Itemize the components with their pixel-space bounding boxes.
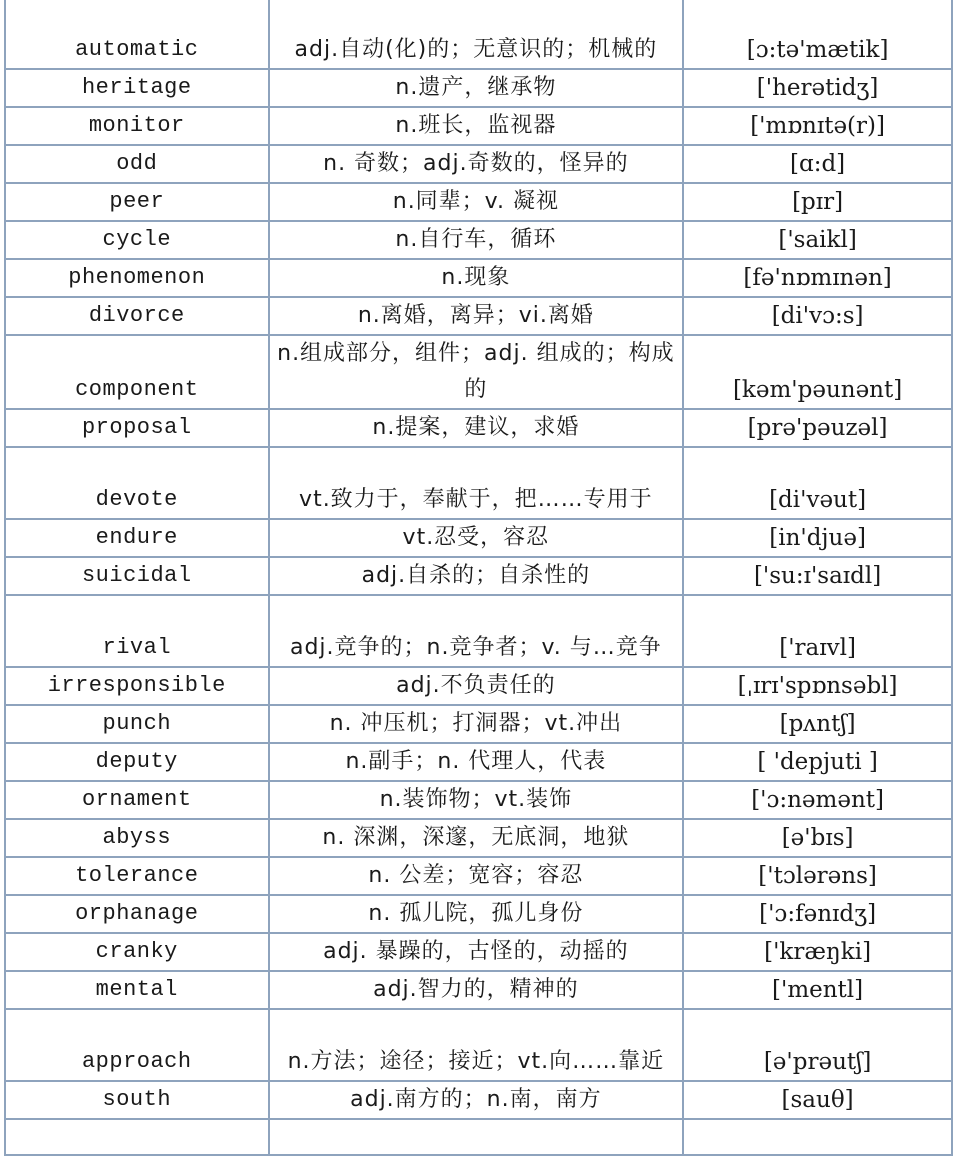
word-cell: punch: [5, 705, 269, 743]
definition-cell: n. 奇数；adj.奇数的，怪异的: [269, 145, 684, 183]
table-row: [5, 0, 952, 69]
word-cell: orphanage: [5, 895, 269, 933]
table-row: [5, 595, 952, 667]
phonetic-cell: [ə'prəutʃ]: [683, 1009, 952, 1081]
phonetic-cell: ['saikl]: [683, 221, 952, 259]
table-row: [5, 667, 952, 705]
phonetic-cell: ['kræŋki]: [683, 933, 952, 971]
phonetic-cell: [ɔ:tə'mætik]: [683, 0, 952, 69]
word-cell: devote: [5, 447, 269, 519]
phonetic-cell: ['ɔ:fənɪdʒ]: [683, 895, 952, 933]
phonetic-cell: ['mentl]: [683, 971, 952, 1009]
definition-cell: n.装饰物；vt.装饰: [269, 781, 684, 819]
word-cell: monitor: [5, 107, 269, 145]
definition-cell: n.现象: [269, 259, 684, 297]
word-cell: phenomenon: [5, 259, 269, 297]
phonetic-cell: [di'vɔ:s]: [683, 297, 952, 335]
table-row: [5, 221, 952, 259]
definition-cell: adj. 暴躁的，古怪的，动摇的: [269, 933, 684, 971]
definition-cell: n. 孤儿院，孤儿身份: [269, 895, 684, 933]
definition-cell: vt.致力于，奉献于，把……专用于: [269, 447, 684, 519]
word-cell: proposal: [5, 409, 269, 447]
table-row: [5, 107, 952, 145]
word-cell: heritage: [5, 69, 269, 107]
phonetic-cell: [ˌɪrɪ'spɒnsəbl]: [683, 667, 952, 705]
definition-cell: n.同辈；v. 凝视: [269, 183, 684, 221]
table-row: [5, 519, 952, 557]
table-row: [5, 183, 952, 221]
vocabulary-table: [4, 0, 953, 1156]
definition-cell: adj.不负责任的: [269, 667, 684, 705]
table-row: [5, 781, 952, 819]
definition-cell: n.遗产，继承物: [269, 69, 684, 107]
word-cell: cranky: [5, 933, 269, 971]
word-cell: odd: [5, 145, 269, 183]
phonetic-cell: ['mɒnɪtə(r)]: [683, 107, 952, 145]
table-row: [5, 971, 952, 1009]
definition-cell: n.组成部分，组件；adj. 组成的；构成的: [269, 335, 684, 409]
vocabulary-table-body: [5, 0, 952, 1155]
phonetic-cell: ['tɔlərəns]: [683, 857, 952, 895]
definition-cell: adj.南方的；n.南，南方: [269, 1081, 684, 1119]
definition-cell: [269, 1119, 684, 1155]
phonetic-cell: [prə'pəuzəl]: [683, 409, 952, 447]
word-cell: deputy: [5, 743, 269, 781]
table-row: [5, 297, 952, 335]
table-row: [5, 743, 952, 781]
phonetic-cell: [ɑ:d]: [683, 145, 952, 183]
table-row: [5, 1081, 952, 1119]
table-row: [5, 705, 952, 743]
word-cell: peer: [5, 183, 269, 221]
definition-cell: n.方法；途径；接近；vt.向……靠近: [269, 1009, 684, 1081]
definition-cell: n.副手；n. 代理人，代表: [269, 743, 684, 781]
definition-cell: adj.智力的，精神的: [269, 971, 684, 1009]
phonetic-cell: ['herətidʒ]: [683, 69, 952, 107]
word-cell: suicidal: [5, 557, 269, 595]
word-cell: cycle: [5, 221, 269, 259]
phonetic-cell: ['su:ɪ'saɪdl]: [683, 557, 952, 595]
word-cell: endure: [5, 519, 269, 557]
table-row: [5, 557, 952, 595]
table-row: [5, 857, 952, 895]
word-cell: component: [5, 335, 269, 409]
definition-cell: n. 冲压机；打洞器；vt.冲出: [269, 705, 684, 743]
phonetic-cell: [ə'bɪs]: [683, 819, 952, 857]
phonetic-cell: [683, 1119, 952, 1155]
phonetic-cell: ['ɔ:nəmənt]: [683, 781, 952, 819]
phonetic-cell: [ 'depjuti ]: [683, 743, 952, 781]
definition-cell: vt.忍受，容忍: [269, 519, 684, 557]
table-row: [5, 409, 952, 447]
definition-cell: n.班长，监视器: [269, 107, 684, 145]
word-cell: approach: [5, 1009, 269, 1081]
table-row: [5, 259, 952, 297]
table-row: [5, 335, 952, 409]
word-cell: divorce: [5, 297, 269, 335]
definition-cell: n.离婚，离异；vi.离婚: [269, 297, 684, 335]
definition-cell: adj.自动(化)的；无意识的；机械的: [269, 0, 684, 69]
phonetic-cell: [di'vəut]: [683, 447, 952, 519]
phonetic-cell: [kəm'pəunənt]: [683, 335, 952, 409]
definition-cell: adj.竞争的；n.竞争者；v. 与…竞争: [269, 595, 684, 667]
phonetic-cell: [pɪr]: [683, 183, 952, 221]
table-row: [5, 145, 952, 183]
phonetic-cell: [in'djuə]: [683, 519, 952, 557]
phonetic-cell: ['raɪvl]: [683, 595, 952, 667]
word-cell: ornament: [5, 781, 269, 819]
word-cell: [5, 1119, 269, 1155]
table-row: [5, 447, 952, 519]
definition-cell: n. 深渊，深邃，无底洞，地狱: [269, 819, 684, 857]
definition-cell: n.自行车，循环: [269, 221, 684, 259]
phonetic-cell: [pʌntʃ]: [683, 705, 952, 743]
table-row: [5, 933, 952, 971]
table-row: [5, 69, 952, 107]
word-cell: tolerance: [5, 857, 269, 895]
phonetic-cell: [fə'nɒmɪnən]: [683, 259, 952, 297]
table-row-partial: [5, 1119, 952, 1155]
word-cell: south: [5, 1081, 269, 1119]
phonetic-cell: [sauθ]: [683, 1081, 952, 1119]
table-row: [5, 819, 952, 857]
definition-cell: n. 公差；宽容；容忍: [269, 857, 684, 895]
definition-cell: adj.自杀的；自杀性的: [269, 557, 684, 595]
word-cell: irresponsible: [5, 667, 269, 705]
definition-cell: n.提案，建议，求婚: [269, 409, 684, 447]
word-cell: rival: [5, 595, 269, 667]
word-cell: mental: [5, 971, 269, 1009]
word-cell: abyss: [5, 819, 269, 857]
table-row: [5, 895, 952, 933]
word-cell: automatic: [5, 0, 269, 69]
table-row: [5, 1009, 952, 1081]
